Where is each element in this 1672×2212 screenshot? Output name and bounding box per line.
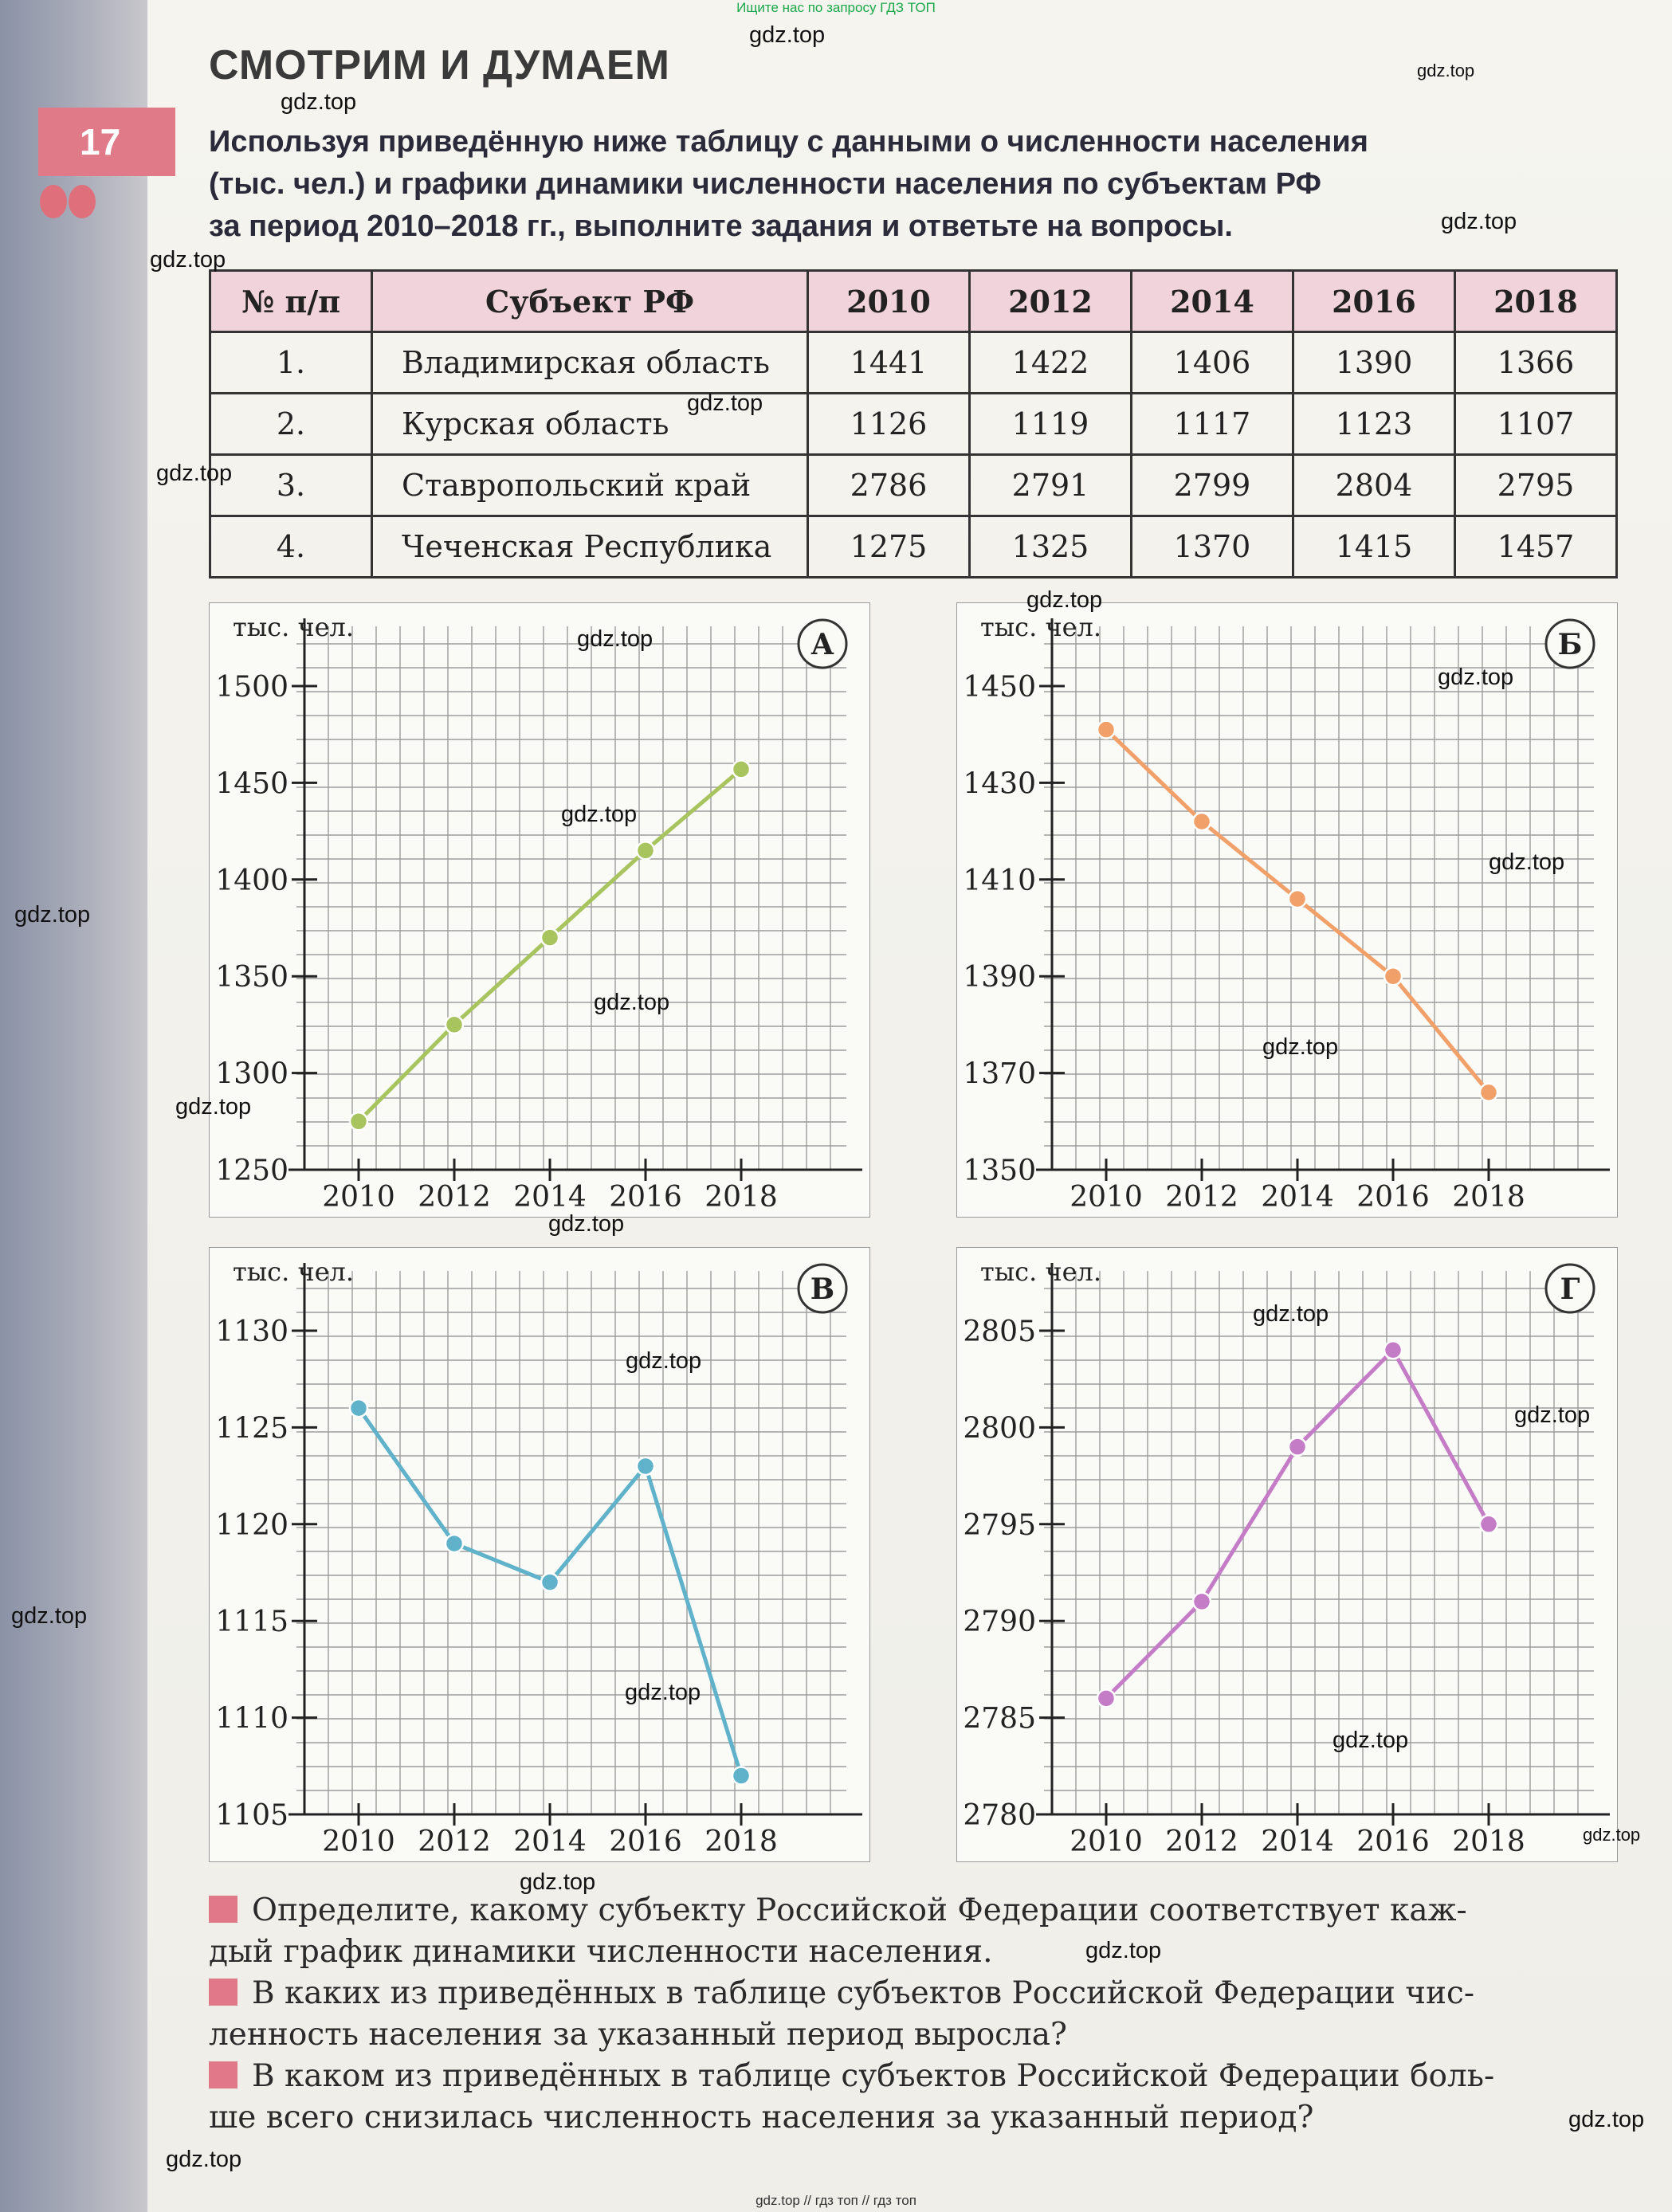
question-line: ленность населения за указанный период выросла?: [209, 2017, 1067, 2053]
y-axis-label: тыс. чел.: [980, 612, 1102, 642]
table-cell: 2804: [1293, 455, 1455, 516]
x-tick-label: 2010: [1070, 1826, 1143, 1858]
data-point: [541, 1574, 559, 1591]
section-heading: СМОТРИМ И ДУМАЕМ: [209, 42, 670, 88]
y-tick-label: 2790: [963, 1606, 1036, 1639]
dot-icon: [69, 185, 96, 218]
question-line: дый график динамики численности населения.: [209, 1934, 993, 1970]
watermark: gdz.top: [1583, 1825, 1641, 1845]
y-tick-label: 2795: [963, 1508, 1036, 1542]
y-axis-label: тыс. чел.: [233, 1257, 355, 1287]
dot-icon: [40, 185, 67, 218]
watermark: gdz.top: [1514, 1402, 1591, 1428]
question-2: [209, 1973, 1635, 2056]
table-cell: 2791: [970, 455, 1132, 516]
question-line: В каких из приведённых в таблице субъектов Российской Федерации чис-: [252, 1975, 1475, 2011]
x-tick-label: 2016: [609, 1826, 682, 1858]
table-row: [210, 332, 1617, 394]
table-row: [210, 455, 1617, 516]
data-point: [445, 1535, 463, 1552]
y-tick-label: 1250: [215, 1155, 288, 1187]
table-cell: 1415: [1293, 516, 1455, 578]
y-tick-label: 1115: [215, 1606, 288, 1639]
table-cell: 1370: [1132, 516, 1293, 578]
y-tick-label: 2800: [963, 1412, 1036, 1445]
watermark: gdz.top: [281, 89, 357, 115]
data-point: [732, 1767, 750, 1784]
data-point: [1097, 1689, 1115, 1707]
y-axis-label: тыс. чел.: [233, 612, 355, 642]
watermark: gdz.top: [625, 1680, 701, 1705]
watermark: gdz.top: [548, 1211, 625, 1237]
table-row: [210, 516, 1617, 578]
top-note: Ищите нас по запросу ГДЗ ТОП: [736, 0, 936, 15]
x-tick-label: 2018: [705, 1181, 778, 1214]
watermark: gdz.top: [687, 390, 763, 416]
watermark: gdz.top: [1085, 1938, 1162, 1963]
chart-a: [209, 602, 870, 1218]
x-tick-label: 2010: [1070, 1181, 1143, 1214]
watermark: gdz.top: [1026, 587, 1103, 613]
question-line: В каком из приведённых в таблице субъектов Российской Федерации боль-: [252, 2058, 1495, 2094]
y-tick-label: 2805: [963, 1316, 1036, 1348]
data-point: [350, 1112, 367, 1130]
intro-line: Используя приведённую ниже таблицу с данными о численности населения: [209, 125, 1368, 159]
data-point: [732, 760, 750, 778]
table-cell: 1406: [1132, 332, 1293, 394]
table-cell: 1325: [970, 516, 1132, 578]
panel-label: Б: [1557, 628, 1583, 661]
data-point: [637, 1457, 654, 1475]
table-cell: 2795: [1455, 455, 1617, 516]
question-3: [209, 2056, 1635, 2139]
x-tick-label: 2010: [322, 1826, 395, 1858]
chart-panel: [956, 1247, 1618, 1862]
y-tick-label: 2785: [963, 1702, 1036, 1735]
y-tick-label: 1390: [963, 961, 1036, 994]
watermark: gdz.top: [1262, 1034, 1339, 1060]
chart-panel: [956, 602, 1618, 1218]
y-tick-label: 1300: [215, 1057, 288, 1091]
column-header: № п/п: [210, 271, 372, 332]
table-cell: 1107: [1455, 394, 1617, 455]
data-point: [1193, 1593, 1211, 1610]
data-point: [1193, 813, 1211, 830]
table-header-row: [210, 271, 1617, 332]
x-tick-label: 2016: [1356, 1826, 1430, 1858]
y-tick-label: 1350: [215, 961, 288, 994]
chart-g-svg: [956, 1247, 1618, 1862]
watermark: gdz.top: [520, 1869, 596, 1895]
table-cell: 2.: [210, 394, 372, 455]
watermark: gdz.top: [594, 990, 670, 1015]
watermark: gdz.top: [156, 461, 233, 486]
y-tick-label: 1430: [963, 767, 1036, 801]
x-tick-label: 2014: [1261, 1181, 1334, 1214]
table-cell: 1422: [970, 332, 1132, 394]
page-left-edge: [0, 0, 147, 2212]
task-intro: [209, 121, 1611, 248]
x-tick-label: 2018: [1452, 1181, 1525, 1214]
question-marker-icon: [209, 1979, 237, 2006]
watermark: gdz.top: [1489, 849, 1565, 875]
panel-label: Г: [1560, 1273, 1580, 1306]
y-tick-label: 1400: [215, 864, 288, 897]
table-cell: 1390: [1293, 332, 1455, 394]
x-tick-label: 2018: [1452, 1826, 1525, 1858]
chart-b: [956, 602, 1618, 1218]
question-1: [209, 1890, 1635, 1973]
y-tick-label: 1130: [215, 1316, 288, 1348]
chart-v-svg: [209, 1247, 870, 1862]
panel-label: А: [810, 628, 834, 661]
watermark: gdz.top: [1438, 665, 1514, 690]
bottom-note: gdz.top // гдз топ // гдз топ: [756, 2193, 916, 2208]
watermark: gdz.top: [14, 902, 91, 928]
chart-b-svg: [956, 602, 1618, 1218]
data-point: [1384, 967, 1402, 985]
watermark: gdz.top: [150, 247, 226, 273]
x-tick-label: 2012: [418, 1181, 491, 1214]
watermark: gdz.top: [577, 626, 653, 652]
table-cell: 1441: [808, 332, 970, 394]
y-tick-label: 2780: [963, 1799, 1036, 1832]
column-header: 2016: [1293, 271, 1455, 332]
question-line: ше всего снизилась численность населения за указанный период?: [209, 2100, 1314, 2136]
table-cell: 2799: [1132, 455, 1293, 516]
data-point: [1289, 890, 1306, 908]
table-cell: Чеченская Республика: [372, 516, 808, 578]
x-tick-label: 2012: [1165, 1826, 1238, 1858]
table-cell: Ставропольский край: [372, 455, 808, 516]
table-cell: 1123: [1293, 394, 1455, 455]
y-tick-label: 1120: [215, 1508, 288, 1542]
data-point: [445, 1016, 463, 1033]
chart-panel: [209, 1247, 870, 1862]
question-line: Определите, какому субъекту Российской Федерации соответствует каж-: [252, 1892, 1467, 1928]
watermark: gdz.top: [166, 2147, 242, 2172]
data-point: [637, 841, 654, 859]
watermark: gdz.top: [1332, 1728, 1409, 1753]
x-tick-label: 2018: [705, 1826, 778, 1858]
y-tick-label: 1370: [963, 1057, 1036, 1091]
table-cell: 4.: [210, 516, 372, 578]
table-cell: 1119: [970, 394, 1132, 455]
data-point: [541, 929, 559, 947]
table-cell: 1457: [1455, 516, 1617, 578]
x-tick-label: 2016: [1356, 1181, 1430, 1214]
panel-label: В: [810, 1273, 835, 1306]
y-axis-label: тыс. чел.: [980, 1257, 1102, 1287]
question-marker-icon: [209, 2061, 237, 2088]
y-tick-label: 1105: [215, 1799, 288, 1832]
x-tick-label: 2014: [1261, 1826, 1334, 1858]
data-point: [350, 1399, 367, 1417]
table-row: [210, 394, 1617, 455]
x-tick-label: 2014: [513, 1181, 587, 1214]
x-tick-label: 2014: [513, 1826, 587, 1858]
x-tick-label: 2010: [322, 1181, 395, 1214]
column-header: 2014: [1132, 271, 1293, 332]
y-tick-label: 1450: [215, 767, 288, 801]
watermark: gdz.top: [1253, 1301, 1329, 1327]
table-cell: 1126: [808, 394, 970, 455]
column-header: 2010: [808, 271, 970, 332]
intro-line: (тыс. чел.) и графики динамики численности населения по субъектам РФ: [209, 167, 1321, 201]
table-cell: 3.: [210, 455, 372, 516]
column-header: Субъект РФ: [372, 271, 808, 332]
watermark: gdz.top: [561, 802, 638, 827]
chart-v: [209, 1247, 870, 1862]
table-cell: 1275: [808, 516, 970, 578]
chart-a-svg: [209, 602, 870, 1218]
watermark: gdz.top: [626, 1348, 702, 1374]
decorative-dots: [40, 185, 97, 222]
table-cell: 1366: [1455, 332, 1617, 394]
column-header: 2012: [970, 271, 1132, 332]
population-table: [209, 269, 1618, 578]
chart-panel: [209, 602, 870, 1218]
data-point: [1384, 1341, 1402, 1359]
y-tick-label: 1125: [215, 1412, 288, 1445]
x-tick-label: 2016: [609, 1181, 682, 1214]
watermark: gdz.top: [175, 1094, 252, 1120]
page-number: 17: [38, 108, 175, 176]
table-cell: 1117: [1132, 394, 1293, 455]
data-point: [1289, 1438, 1306, 1456]
table-cell: Владимирская область: [372, 332, 808, 394]
y-tick-label: 1500: [215, 671, 288, 704]
intro-line: за период 2010–2018 гг., выполните задания и ответьте на вопросы.: [209, 210, 1233, 243]
table-cell: 2786: [808, 455, 970, 516]
watermark: gdz.top: [1568, 2107, 1645, 2132]
watermark: gdz.top: [1417, 61, 1475, 80]
x-tick-label: 2012: [418, 1826, 491, 1858]
watermark: gdz.top: [11, 1603, 88, 1629]
y-tick-label: 1450: [963, 671, 1036, 704]
chart-g: [956, 1247, 1618, 1862]
data-point: [1480, 1516, 1497, 1533]
watermark: gdz.top: [749, 22, 826, 48]
table-cell: 1.: [210, 332, 372, 394]
data-point: [1097, 721, 1115, 739]
table-cell: Курская область: [372, 394, 808, 455]
question-marker-icon: [209, 1896, 237, 1923]
watermark: gdz.top: [1441, 209, 1517, 234]
y-tick-label: 1350: [963, 1155, 1036, 1187]
x-tick-label: 2012: [1165, 1181, 1238, 1214]
y-tick-label: 1110: [215, 1702, 288, 1735]
y-tick-label: 1410: [963, 864, 1036, 897]
data-point: [1480, 1084, 1497, 1101]
column-header: 2018: [1455, 271, 1617, 332]
